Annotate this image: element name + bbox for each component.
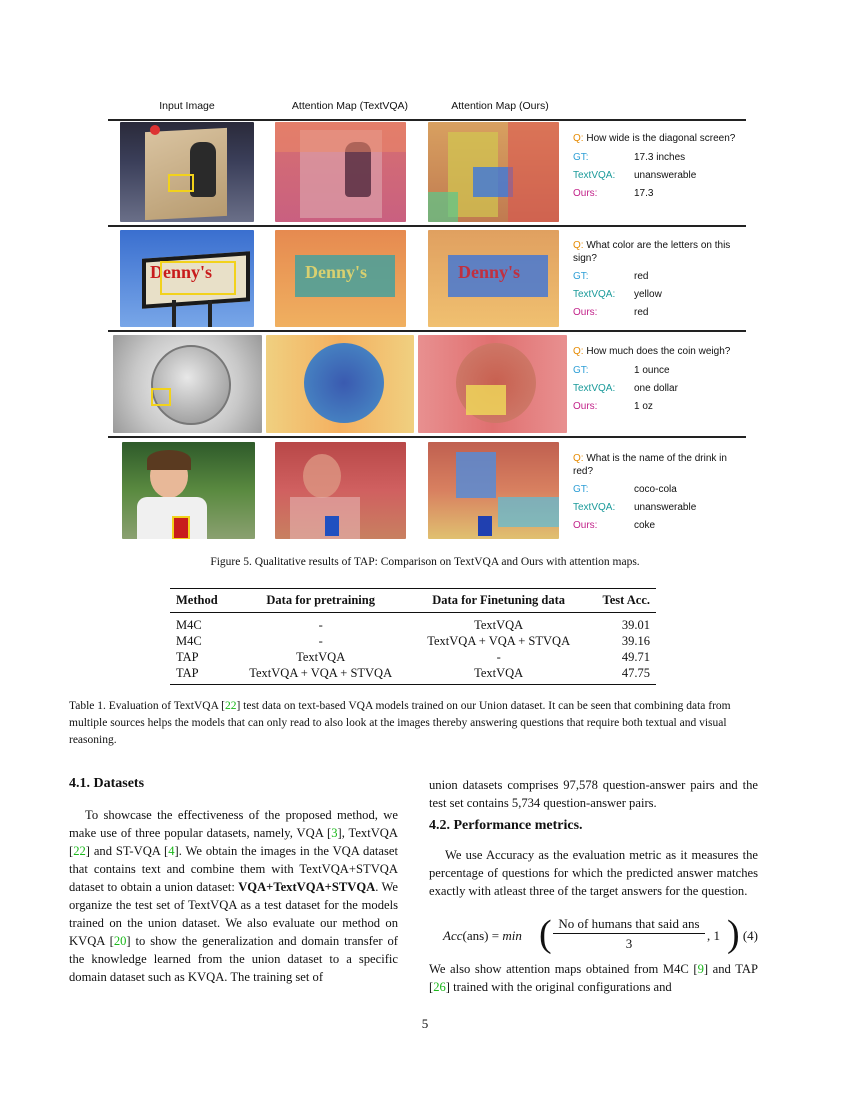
citation-link[interactable]: 22 <box>224 700 237 712</box>
attention-map-textvqa <box>275 442 406 539</box>
table-cell: 39.16 <box>621 634 650 648</box>
citation-link[interactable]: 9 <box>697 962 704 976</box>
right-col-continuation: union datasets comprises 97,578 question-answer pairs and the test set contains 5,734 question-answer pairs. <box>429 778 758 810</box>
attention-map-textvqa <box>275 230 406 327</box>
section-heading-metrics: 4.2. Performance metrics. <box>429 818 583 833</box>
eq-arg: (ans) = <box>462 928 503 943</box>
textvqa-answer: unanswerable <box>634 502 697 513</box>
citation-link[interactable]: 22 <box>73 844 86 858</box>
eq-denominator: 3 <box>625 936 633 951</box>
bold-dataset-name: VQA+TextVQA+STVQA <box>238 880 376 894</box>
citation-link[interactable]: 26 <box>433 980 446 994</box>
table-cell: TextVQA + VQA + STVQA <box>427 634 571 648</box>
textvqa-answer: unanswerable <box>634 169 697 181</box>
figure-rule <box>108 119 746 121</box>
gt-answer: 1 ounce <box>634 364 670 376</box>
textvqa-answer: yellow <box>634 289 662 300</box>
eq-number: (4) <box>742 928 758 943</box>
table-cell: - <box>318 634 323 648</box>
table-row <box>170 633 656 649</box>
sign-text: Denny's <box>458 262 521 282</box>
input-image-coin <box>113 335 262 433</box>
page-number: 5 <box>421 1016 429 1031</box>
ours-label: Ours: <box>573 520 598 531</box>
eq-fraction <box>553 916 705 952</box>
section-heading-datasets: 4.1. Datasets <box>69 776 145 791</box>
gt-label: GT: <box>573 151 589 163</box>
gt-label: GT: <box>573 364 589 376</box>
ours-label: Ours: <box>573 187 598 199</box>
table-cell: TextVQA <box>474 618 524 632</box>
textvqa-label: TextVQA: <box>573 502 616 513</box>
gt-label: GT: <box>573 271 589 282</box>
question-text: What is the name of the drink in red? <box>573 453 727 477</box>
col-header-input-image: Input Image <box>159 100 215 112</box>
caption-text: ] test data on text-based VQA models trained on our Union dataset. It can be seen that combining data from multiple sources helps the models that can only read to also look at the images thereby answering questions that require both textual and visual reasoning. <box>69 700 731 746</box>
qa-block-row-2 <box>573 240 748 322</box>
table-cell: - <box>496 650 501 664</box>
attention-map-textvqa <box>266 335 414 433</box>
figure-caption: Figure 5. Qualitative results of TAP: Comparison on TextVQA and Ours with attention maps. <box>210 556 640 568</box>
textvqa-answer: one dollar <box>634 382 678 394</box>
body-text: ] to show the generalization and domain transfer of the knowledge learned from the union dataset to a specific domain dataset such as KVQA. The training set of <box>69 934 398 984</box>
eq-right-paren: ) <box>727 913 740 955</box>
table-header: Method <box>170 589 232 613</box>
ours-label: Ours: <box>573 307 598 318</box>
accuracy-equation <box>443 914 758 958</box>
qa-block-row-1 <box>573 133 748 203</box>
table-row <box>170 613 656 634</box>
gt-answer: red <box>634 271 649 282</box>
question-text: How wide is the diagonal screen? <box>586 133 736 144</box>
table-cell: TAP <box>170 665 232 685</box>
attention-map-ours <box>418 335 567 433</box>
attention-map-ours <box>428 230 559 327</box>
citation-link[interactable]: 4 <box>168 844 175 858</box>
body-text: ], TextVQA [ <box>69 826 398 858</box>
datasets-paragraph <box>69 806 398 986</box>
textvqa-label: TextVQA: <box>573 169 616 181</box>
qa-block-row-3 <box>573 346 748 416</box>
table-cell: M4C <box>176 634 202 648</box>
table-header: Test Acc. <box>588 589 656 613</box>
eq-left-paren: ( <box>539 913 552 955</box>
ours-answer: 1 oz <box>634 400 653 412</box>
eq-numerator: No of humans that said ans <box>553 916 705 934</box>
body-text: ] and ST-VQA [ <box>85 844 169 858</box>
caption-text: Table 1. Evaluation of TextVQA [ <box>69 700 225 712</box>
ours-answer: red <box>634 307 649 318</box>
ours-label: Ours: <box>573 400 598 412</box>
question-text: How much does the coin weigh? <box>586 346 731 357</box>
table-cell: 49.71 <box>621 650 650 664</box>
q-label: Q: <box>573 453 584 464</box>
gt-answer: 17.3 inches <box>634 151 686 163</box>
table-cell: 39.01 <box>621 618 650 632</box>
eq-tail: , 1 <box>707 928 720 943</box>
table-cell: TextVQA + VQA + STVQA <box>232 665 410 685</box>
sign-text: Denny's <box>305 262 368 282</box>
gt-answer: coco-cola <box>634 484 677 495</box>
table-header: Data for pretraining <box>232 589 410 613</box>
ours-answer: coke <box>634 520 656 531</box>
body-text: ]. We obtain the images in the VQA dataset that contains text and combine them with TextVQA+STVQA dataset to obtain a union dataset: <box>69 844 398 894</box>
attention-map-textvqa <box>275 122 406 222</box>
input-image-laptop-box <box>120 122 254 222</box>
ours-answer: 17.3 <box>634 187 654 199</box>
body-text: We also show attention maps obtained from M4C [ <box>429 962 698 976</box>
textvqa-label: TextVQA: <box>573 382 616 394</box>
attention-paragraph <box>429 960 758 996</box>
figure-rule <box>108 330 746 332</box>
col-header-attention-textvqa: Attention Map (TextVQA) <box>291 100 409 112</box>
table-cell: M4C <box>176 618 202 632</box>
body-text: To showcase the effectiveness of the proposed method, we make use of three popular datasets, namely, VQA [ <box>69 808 398 840</box>
eq-min: min <box>502 928 522 943</box>
figure-rule <box>108 225 746 227</box>
input-image-dennys-sign <box>120 230 254 327</box>
body-text: ] trained with the original configurations and <box>445 980 672 994</box>
table-cell: TAP <box>176 650 199 664</box>
table-header: Data for Finetuning data <box>410 589 588 613</box>
table-row <box>170 665 656 685</box>
citation-link[interactable]: 20 <box>113 934 127 948</box>
body-text: ] and TAP [ <box>429 962 758 994</box>
question-text: What color are the letters on this sign? <box>573 240 731 264</box>
table-cell: TextVQA <box>296 650 346 664</box>
gt-label: GT: <box>573 484 589 495</box>
metrics-paragraph: We use Accuracy as the evaluation metric as it measures the percentage of questions for which the predicted answer matches exactly with atleast three of the target answers for the question. <box>429 848 758 898</box>
citation-link[interactable]: 3 <box>331 826 338 840</box>
eq-lhs: Acc <box>443 928 463 943</box>
table-cell: TextVQA <box>410 665 588 685</box>
input-image-girl-drink <box>122 442 255 539</box>
table-caption <box>69 698 759 749</box>
figure-rule <box>108 436 746 438</box>
attention-map-ours <box>428 122 559 222</box>
table-row <box>170 649 656 665</box>
attention-map-ours <box>428 442 559 539</box>
textvqa-label: TextVQA: <box>573 289 616 300</box>
results-table <box>170 588 656 685</box>
table-cell: 47.75 <box>588 665 656 685</box>
sign-text: Denny's <box>150 262 213 282</box>
q-label: Q: <box>573 133 584 144</box>
q-label: Q: <box>573 240 584 251</box>
body-text: . We organize the test set of TextVQA as a test dataset for the models trained on the union dataset. We also evaluate our method on KVQA [ <box>69 880 398 948</box>
q-label: Q: <box>573 346 584 357</box>
col-header-attention-ours: Attention Map (Ours) <box>451 100 549 112</box>
qa-block-row-4 <box>573 453 748 535</box>
table-cell: - <box>318 618 323 632</box>
